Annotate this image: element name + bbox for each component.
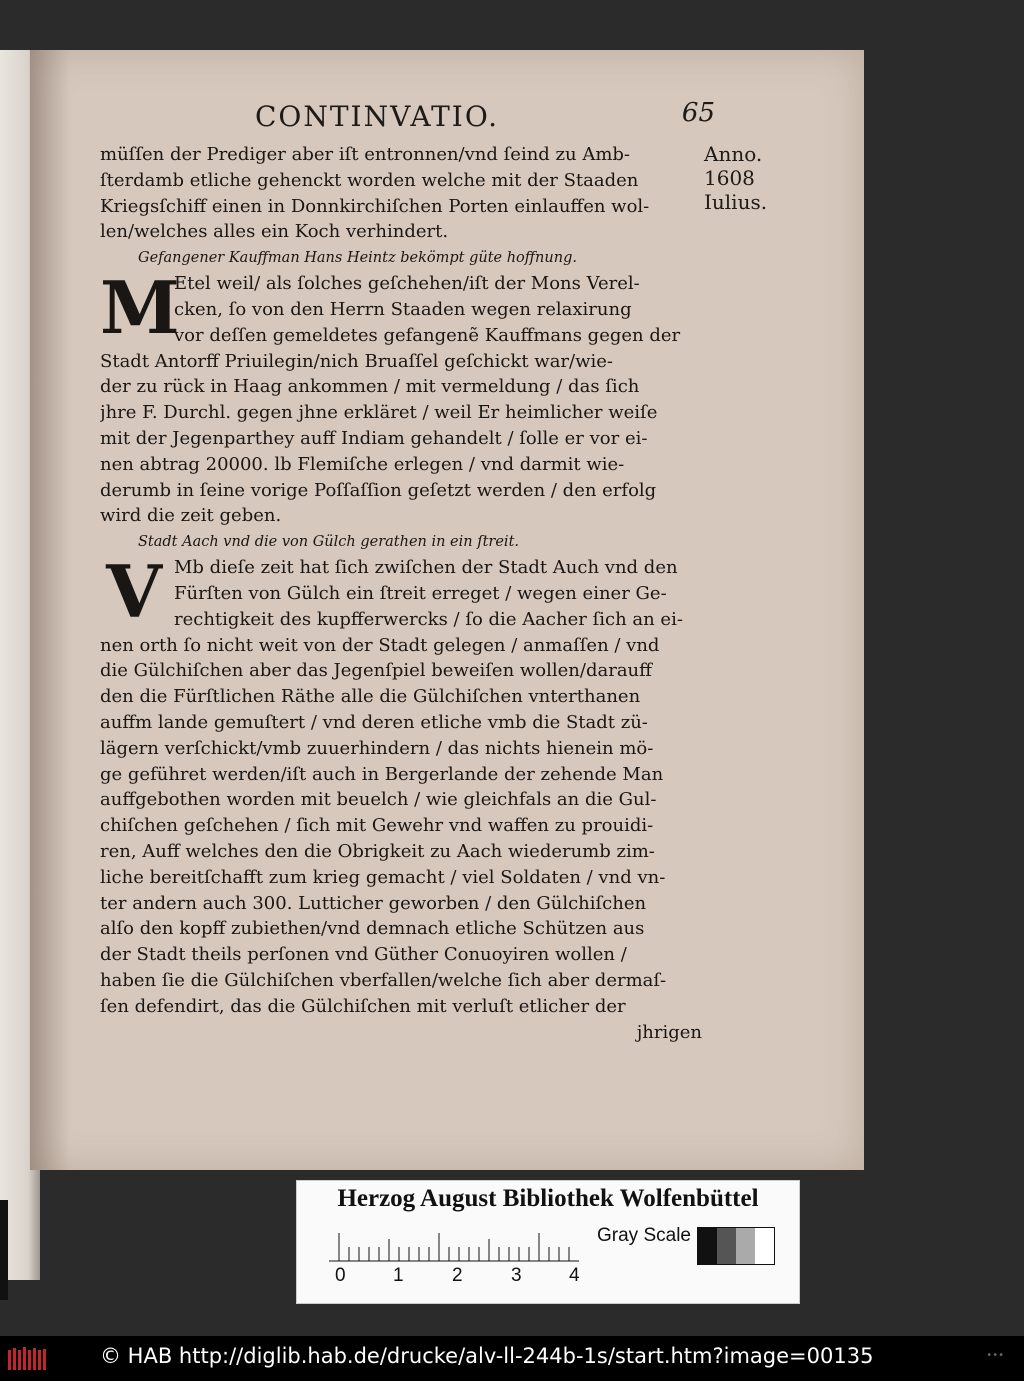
ruler-number: 2 — [452, 1265, 463, 1286]
footer-bar — [0, 1336, 1024, 1381]
text-line: müſſen der Prediger aber iſt entronnen/vnd ſeind zu Amb- — [100, 144, 631, 165]
swatch-light — [736, 1228, 755, 1264]
ruler-number: 3 — [511, 1265, 522, 1286]
text-line: ter andern auch 300. Lutticher geworben / den Gülchiſchen — [100, 892, 647, 914]
ruler-number: 1 — [393, 1265, 404, 1286]
paragraph — [100, 265, 712, 529]
text-line: vor deſſen gemeldetes gefangenẽ Kauffmans gegen der — [174, 324, 681, 346]
text-line: ſterdamb etliche gehenckt worden welche mit der Staaden — [100, 169, 639, 191]
page-number: 65 — [681, 98, 715, 128]
swatch-black — [698, 1228, 717, 1264]
text-line: chiſchen geſchehen / ſich mit Gewehr vnd waffen zu prouidi- — [100, 815, 654, 837]
text-line: lägern verſchickt/vmb zuuerhindern / das nichts hienein mö- — [100, 737, 654, 759]
text-line: Kriegsſchiff einen in Donnkirchiſchen Porten einlauffen wol- — [100, 195, 650, 217]
running-title: CONTINVATIO. — [255, 100, 500, 133]
text-line: Mb dieſe zeit hat ſich zwiſchen der Stadt Auch vnd den — [174, 557, 678, 579]
text-line: alſo den kopff zubiethen/vnd demnach etliche Schützen aus — [100, 918, 645, 940]
text-line: ge geführet werden/iſt auch in Bergerlande der zehende Man — [100, 763, 664, 785]
paragraph — [100, 549, 712, 1019]
text-line: jhre F. Durchl. gegen jhne erkläret / weil Er heimlicher weiſe — [100, 402, 658, 424]
section-subheading: Gefangener Kauffman Hans Heintz bekömpt güte hoffnung. — [138, 250, 577, 267]
text-line: rechtigkeit des kupfferwercks / ſo die Aacher ſich an ei- — [174, 608, 683, 630]
text-line: ſen defendirt, das die Gülchiſchen mit verluſt etlicher der — [100, 995, 626, 1017]
text-line: die Gülchiſchen aber das Jegenſpiel beweiſen wollen/darauff — [100, 660, 652, 682]
text-line: Stadt Antorff Priuilegin/nich Bruaſſel geſchickt war/wie- — [100, 350, 613, 372]
scale-strip — [296, 1180, 800, 1304]
hab-logo-icon — [6, 1344, 50, 1374]
text-line: nen abtrag 20000. lb Flemiſche erlegen / vnd darmit wie- — [100, 453, 625, 475]
text-line: wird die zeit geben. — [100, 505, 282, 527]
drop-capital: V — [106, 549, 162, 635]
text-line: der Stadt theils perſonen vnd Güther Conuoyiren wollen / — [100, 944, 627, 966]
copyright-url[interactable]: © HAB http://diglib.hab.de/drucke/alv-ll-244b-1s/start.htm?image=00135 — [100, 1344, 874, 1368]
margin-note-line: Iulius. — [704, 190, 768, 214]
swatch-white — [755, 1228, 774, 1264]
text-line: der zu rück in Haag ankommen / mit vermeldung / das ſich — [100, 376, 640, 398]
swatch-dark — [717, 1228, 736, 1264]
text-line: den die Fürſtlichen Räthe alle die Gülchiſchen vnterthanen — [100, 686, 641, 708]
ruler-icon — [329, 1233, 579, 1263]
ruler-number: 0 — [335, 1265, 346, 1286]
text-line: Etel weil/ als ſolches geſchehen/iſt der Mons Verel- — [174, 273, 640, 295]
drop-capital: M — [100, 265, 180, 351]
text-line: cken, ſo von den Herrn Staaden wegen relaxirung — [174, 298, 632, 320]
text-line: len/welches alles ein Koch verhindert. — [100, 221, 449, 243]
text-line: liche bereitſchafft zum krieg gemacht / viel Soldaten / vnd vn- — [100, 866, 666, 888]
catchword: jhrigen — [636, 1021, 702, 1043]
ruler-number: 4 — [569, 1265, 580, 1286]
page-header — [255, 100, 715, 140]
section-subheading: Stadt Aach vnd die von Gülch gerathen in ein ſtreit. — [138, 534, 520, 551]
scan-edge — [0, 1200, 8, 1300]
text-line: Fürſten von Gülch ein ſtreit erreget / wegen einer Ge- — [174, 582, 667, 604]
text-line: ren, Auff welches den die Obrigkeit zu Aach wiederumb zim- — [100, 840, 655, 862]
gray-scale-label: Gray Scale — [597, 1225, 691, 1246]
margin-note-line: 1608 — [704, 166, 755, 190]
text-line: derumb in ſeine vorige Poſſaſſion geſetzt werden / den erfolg — [100, 479, 657, 501]
text-line: haben ſie die Gülchiſchen vberfallen/welche ſich aber dermaſ- — [100, 969, 667, 991]
main-text — [100, 142, 712, 1045]
more-icon[interactable]: ••• — [986, 1350, 1004, 1361]
text-line: auffgebothen worden mit beuelch / wie gleichfals an die Gul- — [100, 789, 657, 811]
library-name: Herzog August Bibliothek Wolfenbüttel — [337, 1185, 759, 1212]
page-gutter-shadow — [30, 50, 70, 1170]
text-line: mit der Jegenparthey auff Indiam gehandelt / ſolle er vor ei- — [100, 427, 648, 449]
margin-note — [704, 142, 784, 214]
gray-scale-swatch — [697, 1227, 775, 1265]
margin-note-line: Anno. — [704, 142, 763, 166]
text-line: nen orth ſo nicht weit von der Stadt gelegen / anmaſſen / vnd — [100, 634, 660, 656]
text-line: auffm lande gemuſtert / vnd deren etliche vmb die Stadt zü- — [100, 711, 648, 733]
